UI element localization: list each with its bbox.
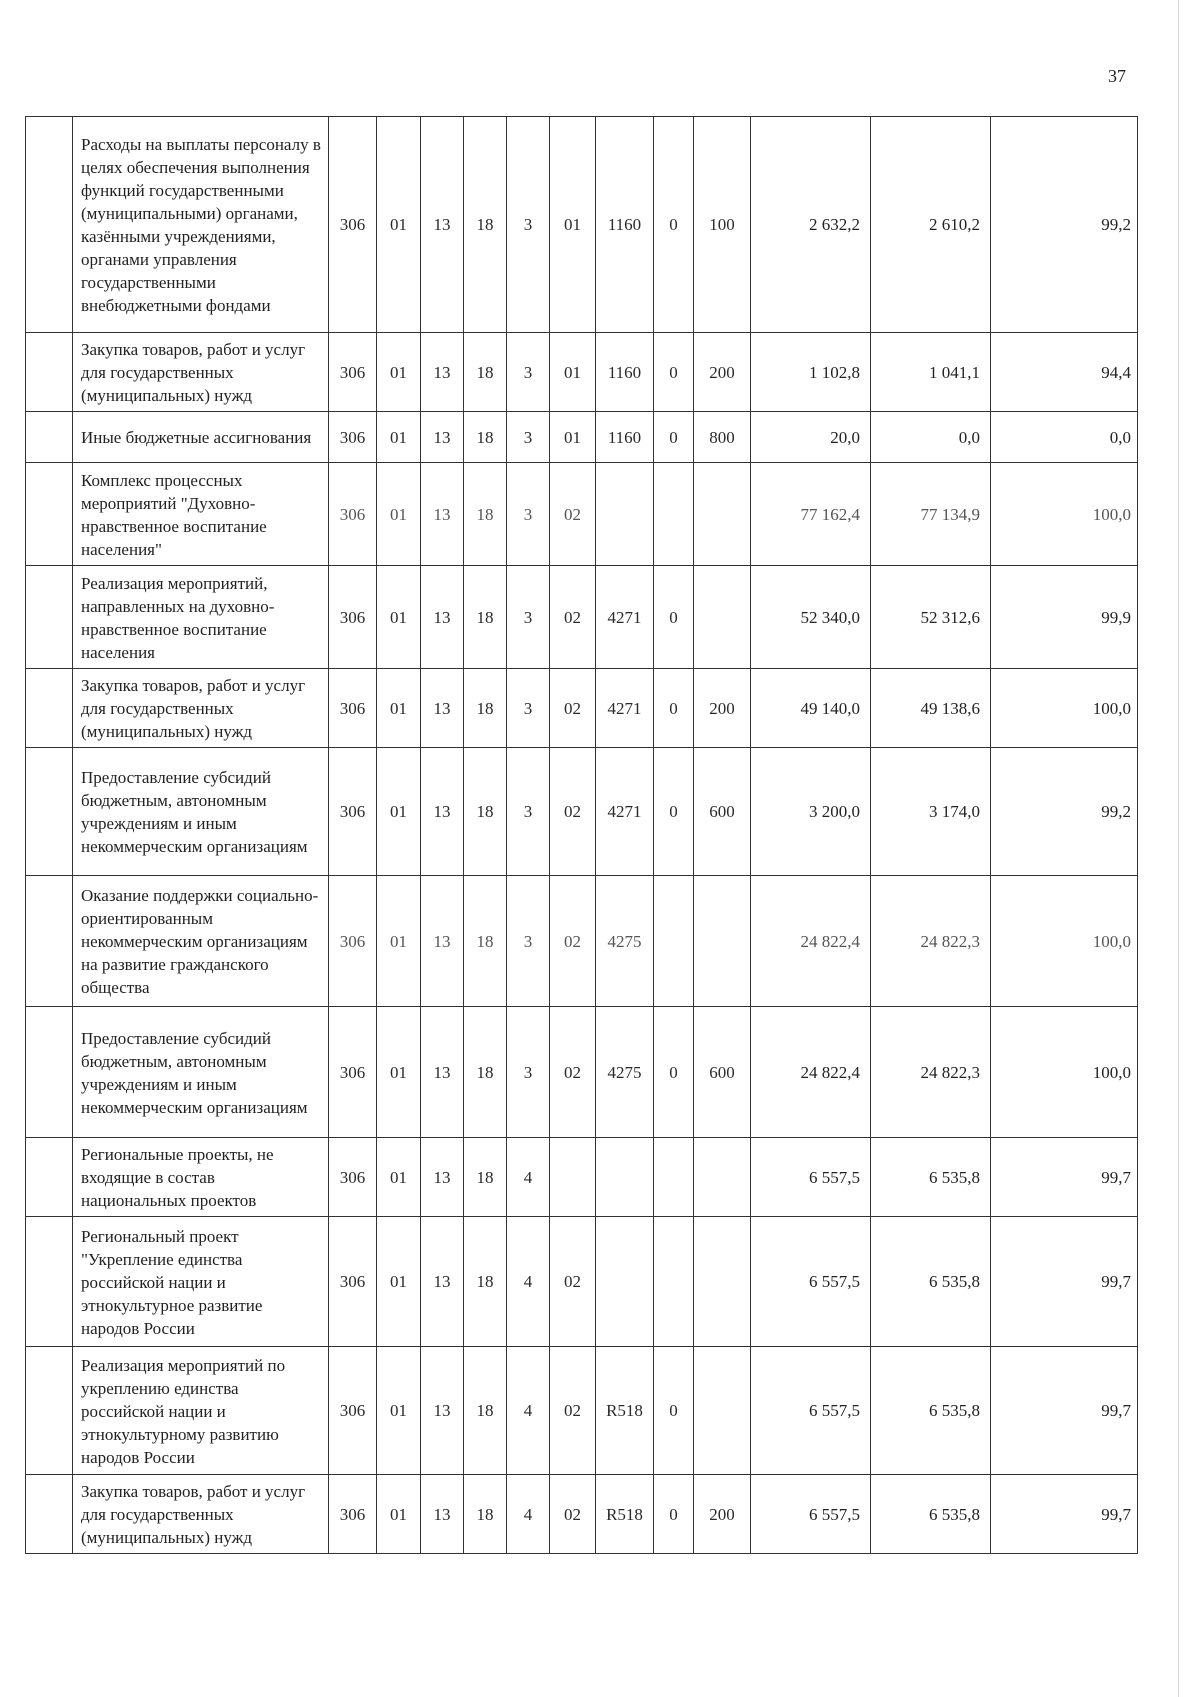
row-name: Реализация мероприятий, направленных на духовно-нравственное воспитание населения	[73, 566, 329, 669]
code-section: 01	[377, 1475, 421, 1554]
table-row	[26, 876, 1138, 1007]
code-section: 01	[377, 1347, 421, 1475]
execution-percent: 99,7	[991, 1138, 1138, 1217]
code-direction: 4271	[596, 669, 654, 748]
code-expense-type: 100	[694, 117, 751, 333]
code-element: 01	[550, 412, 596, 463]
code-subsection: 13	[421, 876, 464, 1007]
table-row	[26, 1475, 1138, 1554]
row-name: Закупка товаров, работ и услуг для государственных (муниципальных) нужд	[73, 333, 329, 412]
code-expense-type	[694, 463, 751, 566]
code-direction	[596, 1217, 654, 1347]
code-ppp: 306	[329, 748, 377, 876]
plan-amount: 6 557,5	[751, 1475, 871, 1554]
code-program: 18	[464, 412, 507, 463]
code-section: 01	[377, 412, 421, 463]
table-row	[26, 1217, 1138, 1347]
code-section: 01	[377, 669, 421, 748]
code-subsection: 13	[421, 463, 464, 566]
code-ppp: 306	[329, 463, 377, 566]
code-program: 18	[464, 463, 507, 566]
code-direction: 4275	[596, 876, 654, 1007]
code-expense-type	[694, 1217, 751, 1347]
fact-amount: 24 822,3	[871, 1007, 991, 1138]
code-subsection: 13	[421, 748, 464, 876]
row-name: Закупка товаров, работ и услуг для государственных (муниципальных) нужд	[73, 669, 329, 748]
code-section: 01	[377, 1217, 421, 1347]
code-type: 4	[507, 1217, 550, 1347]
fact-amount: 24 822,3	[871, 876, 991, 1007]
code-direction: R518	[596, 1475, 654, 1554]
code-program: 18	[464, 1217, 507, 1347]
code-ppp: 306	[329, 1217, 377, 1347]
execution-percent: 100,0	[991, 1007, 1138, 1138]
plan-amount: 6 557,5	[751, 1347, 871, 1475]
row-blank-cell	[26, 333, 73, 412]
plan-amount: 24 822,4	[751, 1007, 871, 1138]
code-subsection: 13	[421, 1217, 464, 1347]
fact-amount: 0,0	[871, 412, 991, 463]
execution-percent: 100,0	[991, 876, 1138, 1007]
code-section: 01	[377, 566, 421, 669]
code-subsection: 13	[421, 1475, 464, 1554]
row-blank-cell	[26, 463, 73, 566]
code-expense-type: 200	[694, 669, 751, 748]
row-blank-cell	[26, 566, 73, 669]
code-ppp: 306	[329, 1475, 377, 1554]
fact-amount: 49 138,6	[871, 669, 991, 748]
code-expense-type	[694, 876, 751, 1007]
code-element: 02	[550, 748, 596, 876]
code-suffix: 0	[654, 1347, 694, 1475]
table-row	[26, 1138, 1138, 1217]
plan-amount: 6 557,5	[751, 1217, 871, 1347]
code-suffix: 0	[654, 566, 694, 669]
row-blank-cell	[26, 669, 73, 748]
fact-amount: 2 610,2	[871, 117, 991, 333]
row-blank-cell	[26, 876, 73, 1007]
page-number: 37	[1108, 66, 1126, 86]
fact-amount: 1 041,1	[871, 333, 991, 412]
execution-percent: 0,0	[991, 412, 1138, 463]
code-ppp: 306	[329, 412, 377, 463]
code-element: 01	[550, 333, 596, 412]
code-subsection: 13	[421, 669, 464, 748]
plan-amount: 6 557,5	[751, 1138, 871, 1217]
code-program: 18	[464, 669, 507, 748]
code-ppp: 306	[329, 117, 377, 333]
code-element: 02	[550, 566, 596, 669]
plan-amount: 1 102,8	[751, 333, 871, 412]
code-program: 18	[464, 1347, 507, 1475]
code-program: 18	[464, 748, 507, 876]
table-row	[26, 117, 1138, 333]
table-row	[26, 566, 1138, 669]
code-section: 01	[377, 748, 421, 876]
code-program: 18	[464, 566, 507, 669]
table-row	[26, 748, 1138, 876]
code-subsection: 13	[421, 1347, 464, 1475]
row-name: Иные бюджетные ассигнования	[73, 412, 329, 463]
table-row	[26, 463, 1138, 566]
row-name: Расходы на выплаты персоналу в целях обеспечения выполнения функций государственными (муниципальными) органами, казёнными учреждениями, органами управления государственными внебюджетными фондами	[73, 117, 329, 333]
code-suffix	[654, 463, 694, 566]
code-element	[550, 1138, 596, 1217]
code-direction: 4275	[596, 1007, 654, 1138]
code-direction: 4271	[596, 566, 654, 669]
code-suffix: 0	[654, 412, 694, 463]
fact-amount: 6 535,8	[871, 1217, 991, 1347]
table-row	[26, 333, 1138, 412]
row-blank-cell	[26, 1347, 73, 1475]
code-suffix	[654, 876, 694, 1007]
plan-amount: 49 140,0	[751, 669, 871, 748]
code-program: 18	[464, 333, 507, 412]
execution-percent: 99,9	[991, 566, 1138, 669]
fact-amount: 77 134,9	[871, 463, 991, 566]
code-expense-type: 600	[694, 748, 751, 876]
code-type: 3	[507, 748, 550, 876]
row-name: Комплекс процессных мероприятий "Духовно-нравственное воспитание населения"	[73, 463, 329, 566]
code-type: 3	[507, 117, 550, 333]
code-suffix	[654, 1217, 694, 1347]
code-element: 02	[550, 463, 596, 566]
code-type: 3	[507, 566, 550, 669]
code-suffix: 0	[654, 748, 694, 876]
row-blank-cell	[26, 117, 73, 333]
code-ppp: 306	[329, 566, 377, 669]
code-section: 01	[377, 117, 421, 333]
execution-percent: 99,7	[991, 1475, 1138, 1554]
fact-amount: 6 535,8	[871, 1475, 991, 1554]
plan-amount: 3 200,0	[751, 748, 871, 876]
code-expense-type: 200	[694, 333, 751, 412]
code-subsection: 13	[421, 412, 464, 463]
plan-amount: 24 822,4	[751, 876, 871, 1007]
execution-percent: 99,2	[991, 117, 1138, 333]
row-blank-cell	[26, 748, 73, 876]
code-element: 01	[550, 117, 596, 333]
fact-amount: 52 312,6	[871, 566, 991, 669]
execution-percent: 99,7	[991, 1217, 1138, 1347]
code-expense-type: 200	[694, 1475, 751, 1554]
plan-amount: 52 340,0	[751, 566, 871, 669]
row-name: Реализация мероприятий по укреплению единства российской нации и этнокультурному развитию народов России	[73, 1347, 329, 1475]
row-name: Оказание поддержки социально-ориентированным некоммерческим организациям на развитие гражданского общества	[73, 876, 329, 1007]
row-blank-cell	[26, 412, 73, 463]
code-section: 01	[377, 1138, 421, 1217]
code-element: 02	[550, 1475, 596, 1554]
table-body	[26, 117, 1138, 1554]
code-type: 4	[507, 1475, 550, 1554]
budget-table	[25, 116, 1138, 1554]
code-section: 01	[377, 876, 421, 1007]
code-program: 18	[464, 117, 507, 333]
fact-amount: 3 174,0	[871, 748, 991, 876]
code-type: 4	[507, 1347, 550, 1475]
execution-percent: 99,2	[991, 748, 1138, 876]
code-subsection: 13	[421, 117, 464, 333]
row-name: Региональные проекты, не входящие в состав национальных проектов	[73, 1138, 329, 1217]
code-ppp: 306	[329, 1138, 377, 1217]
code-section: 01	[377, 463, 421, 566]
table-row	[26, 1347, 1138, 1475]
row-name: Региональный проект "Укрепление единства российской нации и этнокультурное развитие народов России	[73, 1217, 329, 1347]
code-suffix: 0	[654, 1007, 694, 1138]
code-expense-type: 600	[694, 1007, 751, 1138]
code-direction: 1160	[596, 333, 654, 412]
execution-percent: 99,7	[991, 1347, 1138, 1475]
row-name: Предоставление субсидий бюджетным, автономным учреждениям и иным некоммерческим организациям	[73, 748, 329, 876]
scan-edge-line	[1178, 0, 1179, 1697]
code-type: 3	[507, 412, 550, 463]
table-row	[26, 412, 1138, 463]
code-element: 02	[550, 1347, 596, 1475]
code-element: 02	[550, 1007, 596, 1138]
code-element: 02	[550, 1217, 596, 1347]
table-row	[26, 1007, 1138, 1138]
code-ppp: 306	[329, 876, 377, 1007]
table-row	[26, 669, 1138, 748]
code-subsection: 13	[421, 333, 464, 412]
code-section: 01	[377, 1007, 421, 1138]
row-name: Закупка товаров, работ и услуг для государственных (муниципальных) нужд	[73, 1475, 329, 1554]
code-ppp: 306	[329, 1007, 377, 1138]
code-type: 3	[507, 1007, 550, 1138]
code-suffix: 0	[654, 1475, 694, 1554]
row-blank-cell	[26, 1007, 73, 1138]
plan-amount: 77 162,4	[751, 463, 871, 566]
execution-percent: 100,0	[991, 463, 1138, 566]
code-expense-type	[694, 566, 751, 669]
code-expense-type	[694, 1347, 751, 1475]
code-suffix: 0	[654, 333, 694, 412]
code-type: 3	[507, 463, 550, 566]
code-direction: R518	[596, 1347, 654, 1475]
code-subsection: 13	[421, 1007, 464, 1138]
row-blank-cell	[26, 1138, 73, 1217]
code-program: 18	[464, 876, 507, 1007]
code-element: 02	[550, 876, 596, 1007]
code-direction: 1160	[596, 412, 654, 463]
code-type: 3	[507, 669, 550, 748]
code-ppp: 306	[329, 669, 377, 748]
code-direction: 1160	[596, 117, 654, 333]
execution-percent: 94,4	[991, 333, 1138, 412]
code-type: 4	[507, 1138, 550, 1217]
code-section: 01	[377, 333, 421, 412]
code-subsection: 13	[421, 566, 464, 669]
code-type: 3	[507, 876, 550, 1007]
code-direction	[596, 1138, 654, 1217]
plan-amount: 2 632,2	[751, 117, 871, 333]
row-blank-cell	[26, 1475, 73, 1554]
code-suffix: 0	[654, 117, 694, 333]
code-suffix	[654, 1138, 694, 1217]
code-suffix: 0	[654, 669, 694, 748]
code-expense-type: 800	[694, 412, 751, 463]
fact-amount: 6 535,8	[871, 1138, 991, 1217]
code-program: 18	[464, 1138, 507, 1217]
plan-amount: 20,0	[751, 412, 871, 463]
code-ppp: 306	[329, 1347, 377, 1475]
code-program: 18	[464, 1007, 507, 1138]
code-expense-type	[694, 1138, 751, 1217]
code-ppp: 306	[329, 333, 377, 412]
fact-amount: 6 535,8	[871, 1347, 991, 1475]
code-type: 3	[507, 333, 550, 412]
code-element: 02	[550, 669, 596, 748]
code-direction: 4271	[596, 748, 654, 876]
code-direction	[596, 463, 654, 566]
code-program: 18	[464, 1475, 507, 1554]
execution-percent: 100,0	[991, 669, 1138, 748]
code-subsection: 13	[421, 1138, 464, 1217]
row-blank-cell	[26, 1217, 73, 1347]
row-name: Предоставление субсидий бюджетным, автономным учреждениям и иным некоммерческим организациям	[73, 1007, 329, 1138]
